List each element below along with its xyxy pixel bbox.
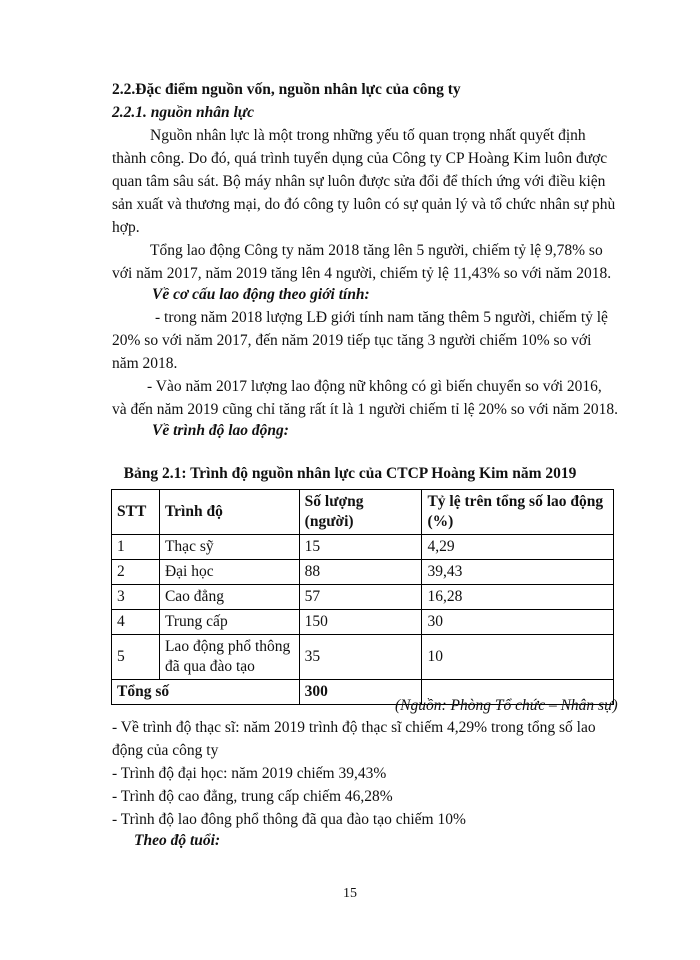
bullet-line: - Trình độ lao đông phổ thông đã qua đào tạo chiếm 10% xyxy=(112,811,466,828)
table-source: (Nguồn: Phòng Tổ chức – Nhân sự) xyxy=(395,697,618,714)
gender-heading: Về cơ cấu lao động theo giới tính: xyxy=(152,286,370,303)
table-row xyxy=(112,610,614,635)
paragraph-line: Tổng lao động Công ty năm 2018 tăng lên 5 người, chiếm tỷ lệ 9,78% so xyxy=(150,242,603,259)
cell-stt: 5 xyxy=(112,635,160,680)
cell-stt: 1 xyxy=(112,535,160,560)
table-caption: Bảng 2.1: Trình độ nguồn nhân lực của CTCP Hoàng Kim năm 2019 xyxy=(123,465,577,482)
bullet-line: - Trình độ đại học: năm 2019 chiếm 39,43% xyxy=(112,765,387,782)
paragraph-line: - Vào năm 2017 lượng lao động nữ không có gì biến chuyển so với 2016, xyxy=(147,378,602,395)
table-row xyxy=(112,535,614,560)
paragraph-line: 20% so với năm 2017, đến năm 2019 tiếp tục tăng 3 người chiếm 10% so với xyxy=(112,332,592,349)
paragraph-line: năm 2018. xyxy=(112,355,178,372)
total-quantity: 300 xyxy=(299,680,422,705)
cell-stt: 4 xyxy=(112,610,160,635)
table-row xyxy=(112,635,614,680)
table-row xyxy=(112,585,614,610)
paragraph-line: - trong năm 2018 lượng LĐ giới tính nam tăng thêm 5 người, chiếm tỷ lệ xyxy=(155,309,608,326)
bullet-line: - Trình độ cao đẳng, trung cấp chiếm 46,28% xyxy=(112,788,393,805)
cell-level: Thạc sỹ xyxy=(159,535,299,560)
cell-quantity: 57 xyxy=(299,585,422,610)
total-label: Tổng số xyxy=(112,680,300,705)
bullet-line: động của công ty xyxy=(112,742,219,759)
table-row xyxy=(112,560,614,585)
paragraph-line: hợp. xyxy=(112,219,140,236)
header-level: Trình độ xyxy=(159,490,299,535)
cell-stt: 3 xyxy=(112,585,160,610)
cell-level: Đại học xyxy=(159,560,299,585)
cell-stt: 2 xyxy=(112,560,160,585)
cell-percent: 30 xyxy=(422,610,614,635)
paragraph-line: với năm 2017, năm 2019 tăng lên 4 người, chiếm tỷ lệ 11,43% so với năm 2018. xyxy=(112,265,612,282)
page-number: 15 xyxy=(343,886,357,901)
header-stt: STT xyxy=(112,490,160,535)
staff-level-table xyxy=(111,489,614,705)
cell-level: Cao đẳng xyxy=(159,585,299,610)
header-percent: Tỷ lệ trên tổng số lao động (%) xyxy=(422,490,614,535)
cell-level: Trung cấp xyxy=(159,610,299,635)
paragraph-line: và đến năm 2019 cũng chỉ tăng rất ít là 1 người chiếm tỉ lệ 20% so với năm 2018. xyxy=(112,401,619,418)
cell-percent: 16,28 xyxy=(422,585,614,610)
cell-percent: 39,43 xyxy=(422,560,614,585)
cell-quantity: 15 xyxy=(299,535,422,560)
table-header-row xyxy=(112,490,614,535)
subsection-heading: 2.2.1. nguồn nhân lực xyxy=(112,104,254,121)
paragraph-line: sản xuất và thương mại, do đó công ty luôn có sự quản lý và tổ chức nhân sự phù xyxy=(112,196,616,213)
cell-quantity: 35 xyxy=(299,635,422,680)
level-heading: Về trình độ lao động: xyxy=(152,422,289,439)
header-quantity: Số lượng (người) xyxy=(299,490,422,535)
cell-quantity: 150 xyxy=(299,610,422,635)
cell-percent: 10 xyxy=(422,635,614,680)
cell-quantity: 88 xyxy=(299,560,422,585)
paragraph-line: thành công. Do đó, quá trình tuyển dụng của Công ty CP Hoàng Kim luôn được xyxy=(112,150,608,167)
bullet-line: - Về trình độ thạc sĩ: năm 2019 trình độ thạc sĩ chiếm 4,29% trong tổng số lao xyxy=(112,719,596,736)
cell-level: Lao động phổ thông đã qua đào tạo xyxy=(159,635,299,680)
age-heading: Theo độ tuổi: xyxy=(134,832,221,849)
section-heading: 2.2.Đặc điểm nguồn vốn, nguồn nhân lực của công ty xyxy=(112,81,461,98)
paragraph-line: Nguồn nhân lực là một trong những yếu tố quan trọng nhất quyết định xyxy=(150,127,586,144)
cell-percent: 4,29 xyxy=(422,535,614,560)
paragraph-line: quan tâm sâu sát. Bộ máy nhân sự luôn được sửa đổi để thích ứng với điều kiện xyxy=(112,173,606,190)
